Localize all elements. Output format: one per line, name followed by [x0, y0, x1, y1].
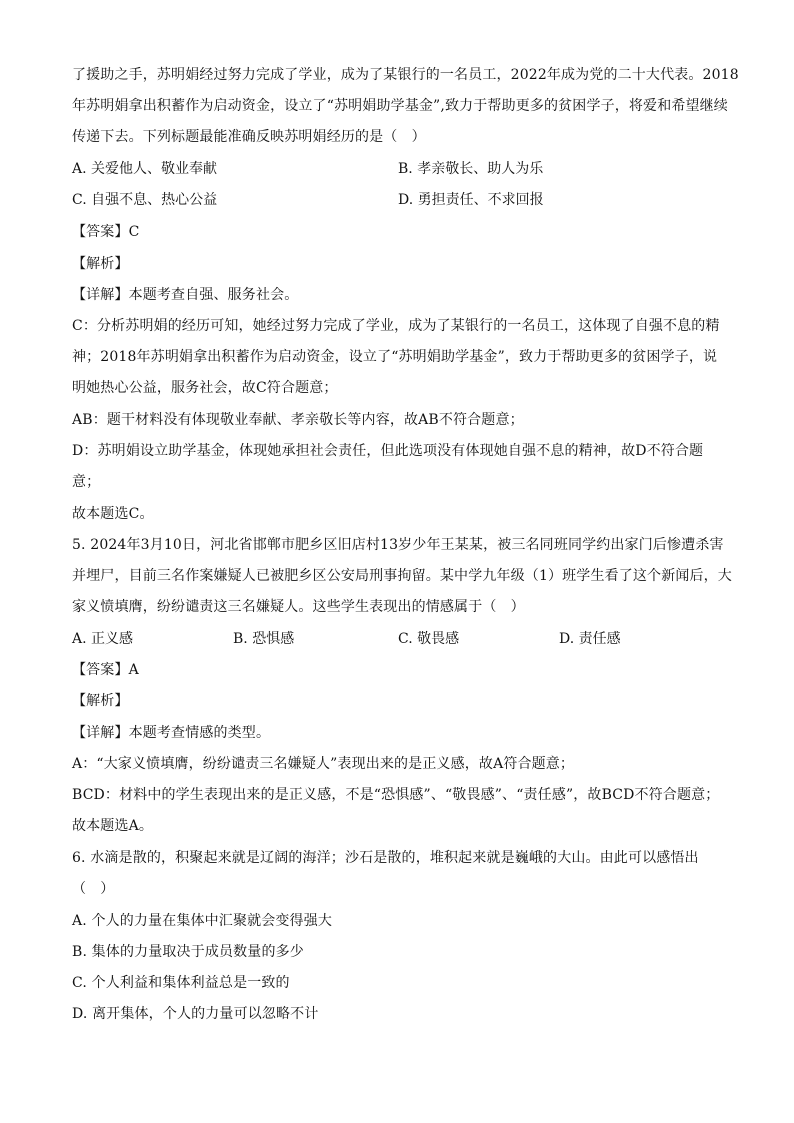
- detail-line: 意；: [72, 474, 101, 490]
- question-stem-line: （ ）: [72, 881, 115, 897]
- options-row: [72, 158, 732, 180]
- answer-line: 【答案】A: [72, 662, 139, 678]
- question-stem-line: 6. 水滴是散的，积聚起来就是辽阔的海洋；沙石是散的，堆积起来就是巍峨的大山。由此可以感悟出: [72, 850, 699, 866]
- detail-line: AB：题干材料没有体现敬业奉献、孝亲敬长等内容，故AB不符合题意；: [72, 412, 524, 428]
- question-stem-line: 并埋尸，目前三名作案嫌疑人已被肥乡区公安局刑事拘留。某中学九年级（1）班学生看了这个新闻后，大: [72, 568, 732, 584]
- option-a: A. 关爱他人、敬业奉献: [72, 161, 218, 177]
- option-d: D. 离开集体，个人的力量可以忽略不计: [72, 1006, 319, 1022]
- detail-line: 神；2018年苏明娟拿出积蓄作为启动资金，设立了“苏明娟助学基金”，致力于帮助更多的贫困学子，说: [72, 349, 718, 365]
- option-d: D. 勇担责任、不求回报: [398, 192, 544, 208]
- option-d: D. 责任感: [559, 631, 621, 647]
- option-b: B. 孝亲敬长、助人为乐: [398, 161, 544, 177]
- question-stem-line: 了援助之手，苏明娟经过努力完成了学业，成为了某银行的一名员工，2022年成为党的二十大代表。2018: [72, 67, 739, 83]
- question-stem-line: 传递下去。下列标题最能准确反映苏明娟经历的是（ ）: [72, 129, 426, 145]
- option-a: A. 个人的力量在集体中汇聚就会变得强大: [72, 913, 333, 929]
- detail-line: 明她热心公益，服务社会，故C符合题意；: [72, 380, 338, 396]
- question-stem-line: 年苏明娟拿出积蓄作为启动资金，设立了“苏明娟助学基金”,致力于帮助更多的贫困学子，将爱和希望继续: [72, 98, 728, 114]
- detail-line: A：“大家义愤填膺，纷纷谴责三名嫌疑人”表现出来的是正义感，故A符合题意；: [72, 756, 575, 772]
- options-row: [72, 628, 732, 650]
- analysis-label: 【解析】: [72, 693, 129, 709]
- detail-line: 【详解】本题考查情感的类型。: [72, 725, 271, 741]
- option-c: C. 敬畏感: [398, 631, 460, 647]
- option-c: C. 自强不息、热心公益: [72, 192, 218, 208]
- question-stem-line: 5. 2024年3月10日，河北省邯郸市肥乡区旧店村13岁少年王某某，被三名同班同学约出家门后惨遭杀害: [72, 537, 724, 553]
- analysis-label: 【解析】: [72, 256, 129, 272]
- detail-line: 故本题选C。: [72, 506, 154, 522]
- detail-line: D：苏明娟设立助学基金，体现她承担社会责任，但此选项没有体现她自强不息的精神，故D不符合题: [72, 443, 704, 459]
- detail-line: C：分析苏明娟的经历可知，她经过努力完成了学业，成为了某银行的一名员工，这体现了自强不息的精: [72, 318, 720, 334]
- detail-line: BCD：材料中的学生表现出来的是正义感，不是“恐惧感”、“敬畏感”、“责任感”，故BCD不符合题意；: [72, 787, 720, 803]
- option-c: C. 个人利益和集体利益总是一致的: [72, 975, 290, 991]
- answer-line: 【答案】C: [72, 224, 140, 240]
- question-stem-line: 家义愤填膺，纷纷谴责这三名嫌疑人。这些学生表现出的情感属于（ ）: [72, 599, 525, 615]
- detail-line: 【详解】本题考查自强、服务社会。: [72, 287, 299, 303]
- option-b: B. 恐惧感: [233, 631, 295, 647]
- option-a: A. 正义感: [72, 631, 134, 647]
- detail-line: 故本题选A。: [72, 818, 154, 834]
- options-row: [72, 189, 732, 211]
- option-b: B. 集体的力量取决于成员数量的多少: [72, 944, 304, 960]
